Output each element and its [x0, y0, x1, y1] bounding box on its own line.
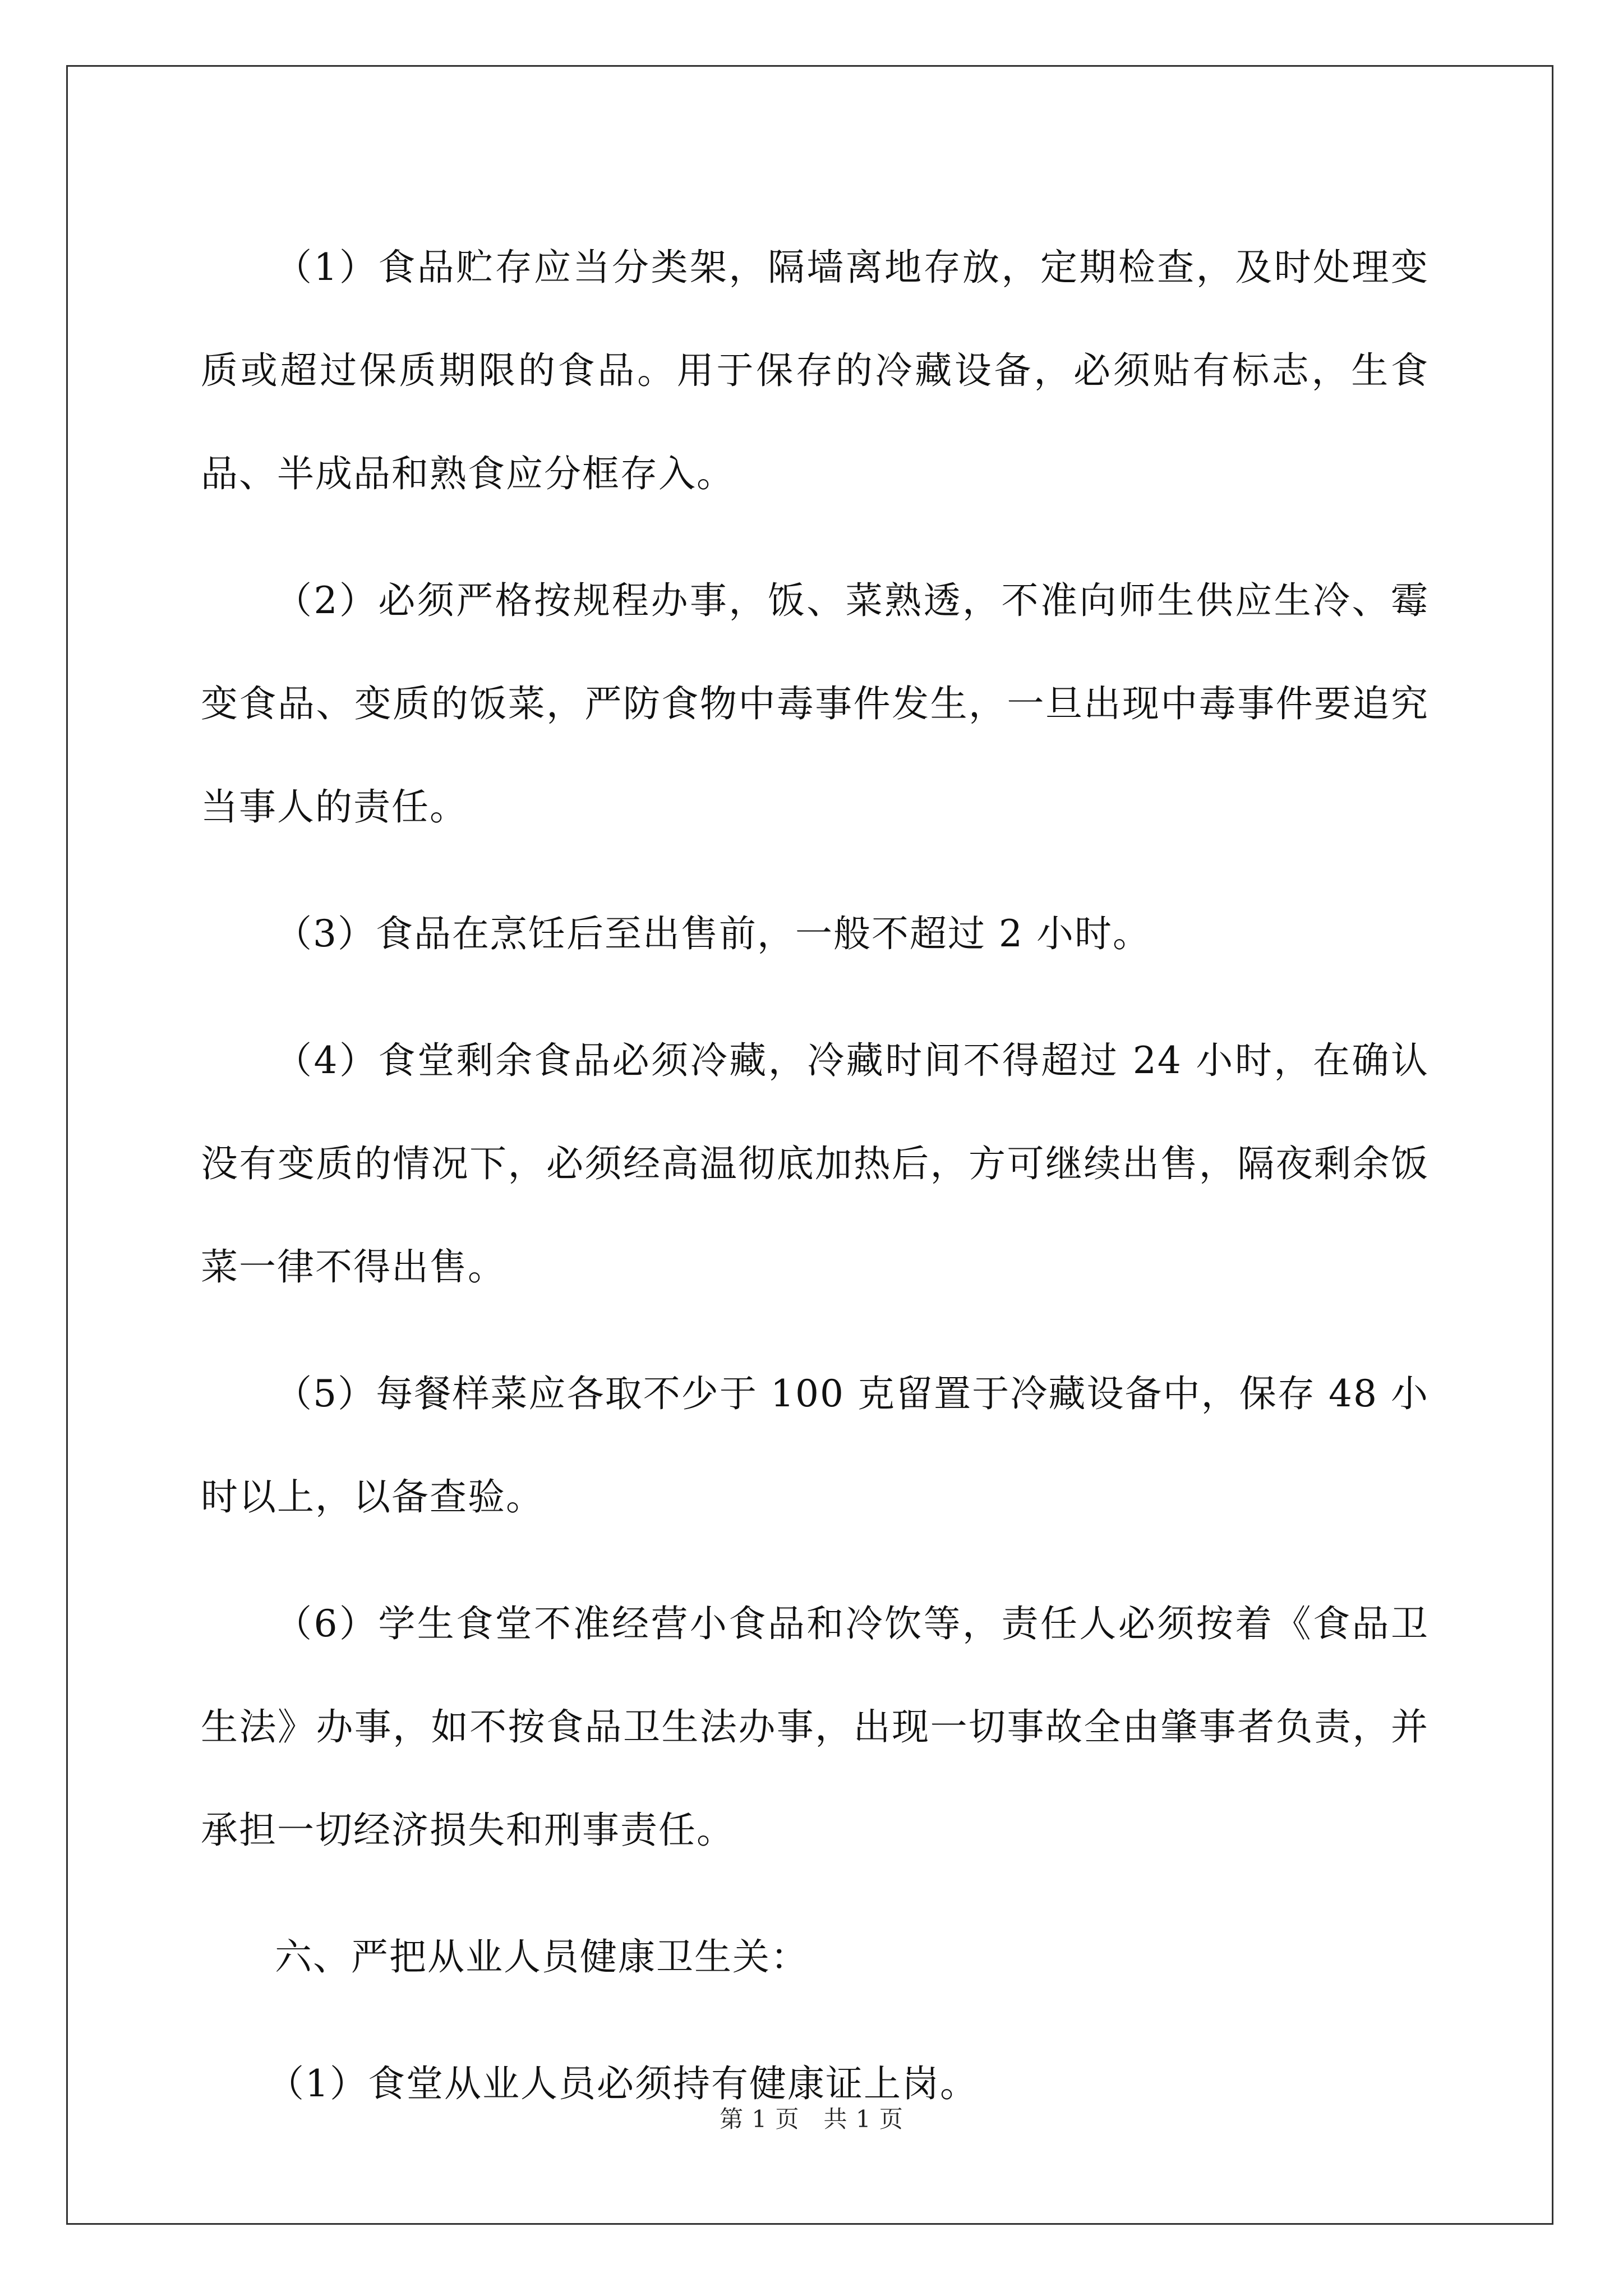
document-body — [201, 216, 1429, 2159]
paragraph-sale-time: （3）食品在烹饪后至出售前，一般不超过 2 小时。 — [275, 912, 1151, 955]
paragraph-sample-retention: （5）每餐样菜应各取不少于 100 克留置于冷藏设备中，保存 48 小时以上，以备查验。 — [201, 1372, 1429, 1519]
paragraph-food-storage: （1）食品贮存应当分类架，隔墙离地存放，定期检查，及时处理变质或超过保质期限的食品。用于保存的冷藏设备，必须贴有标志，生食品、半成品和熟食应分框存入。 — [201, 246, 1429, 495]
section-heading-staff-health: 六、严把从业人员健康卫生关： — [275, 1935, 809, 1978]
page-number-footer: 第 1 页 共 1 页 — [720, 2105, 903, 2133]
paragraph-snacks-liability: （6）学生食堂不准经营小食品和冷饮等，责任人必须按着《食品卫生法》办事，如不按食品卫生法办事，出现一切事故全由肇事者负责，并承担一切经济损失和刑事责任。 — [201, 1602, 1429, 1852]
paragraph-health-certificate: （1）食堂从业人员必须持有健康证上岗。 — [267, 2062, 978, 2105]
paragraph-leftovers: （4）食堂剩余食品必须冷藏，冷藏时间不得超过 24 小时，在确认没有变质的情况下，必须经高温彻底加热后，方可继续出售，隔夜剩余饭菜一律不得出售。 — [201, 1039, 1429, 1289]
paragraph-cooking-rules: （2）必须严格按规程办事，饭、菜熟透，不准向师生供应生冷、霉变食品、变质的饭菜，严防食物中毒事件发生，一旦出现中毒事件要追究当事人的责任。 — [201, 579, 1429, 829]
